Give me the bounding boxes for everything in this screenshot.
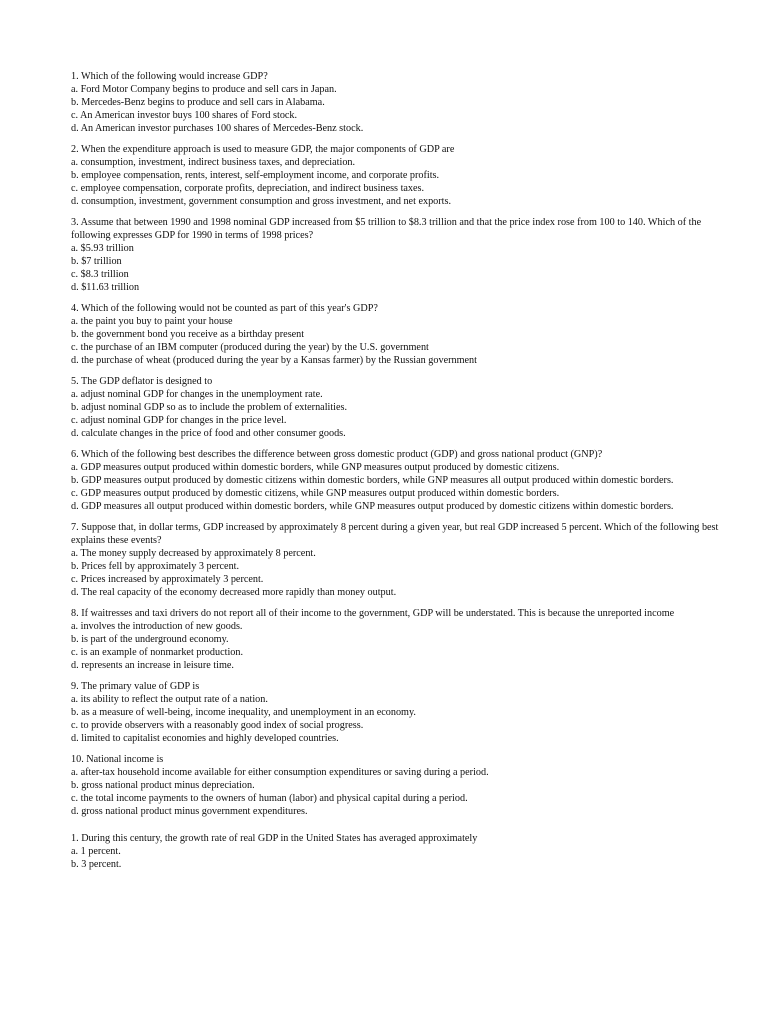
question-10 xyxy=(71,753,721,818)
document-page xyxy=(71,70,721,879)
answer-option: b. employee compensation, rents, interest, self-employment income, and corporate profits. xyxy=(71,170,440,181)
question-stem: 4. Which of the following would not be counted as part of this year's GDP? xyxy=(71,303,378,314)
question-stem: 1. During this century, the growth rate of real GDP in the United States has averaged approximately xyxy=(71,833,478,844)
question-stem: 10. National income is xyxy=(71,754,164,765)
answer-option: d. calculate changes in the price of food and other consumer goods. xyxy=(71,428,346,439)
question-5 xyxy=(71,375,721,440)
answer-option: a. after-tax household income available for either consumption expenditures or saving during a period. xyxy=(71,767,489,778)
answer-option: a. 1 percent. xyxy=(71,846,121,857)
answer-option: a. the paint you buy to paint your house xyxy=(71,316,233,327)
question-11 xyxy=(71,832,721,871)
answer-option: d. the purchase of wheat (produced during the year by a Kansas farmer) by the Russian government xyxy=(71,355,477,366)
answer-option: b. the government bond you receive as a birthday present xyxy=(71,329,305,340)
answer-option: a. Ford Motor Company begins to produce and sell cars in Japan. xyxy=(71,84,337,95)
answer-option: d. represents an increase in leisure time. xyxy=(71,660,234,671)
question-stem: 5. The GDP deflator is designed to xyxy=(71,376,213,387)
question-8 xyxy=(71,607,721,672)
answer-option: c. $8.3 trillion xyxy=(71,269,129,280)
answer-option: d. consumption, investment, government consumption and gross investment, and net exports. xyxy=(71,196,451,207)
answer-option: b. $7 trillion xyxy=(71,256,122,267)
answer-option: b. Mercedes-Benz begins to produce and sell cars in Alabama. xyxy=(71,97,325,108)
question-6 xyxy=(71,448,721,513)
answer-option: c. An American investor buys 100 shares of Ford stock. xyxy=(71,110,298,121)
question-7 xyxy=(71,521,721,599)
answer-option: a. GDP measures output produced within domestic borders, while GNP measures output produced by domestic citizens. xyxy=(71,462,560,473)
answer-option: b. adjust nominal GDP so as to include the problem of externalities. xyxy=(71,402,348,413)
answer-option: b. gross national product minus depreciation. xyxy=(71,780,255,791)
answer-option: b. GDP measures output produced by domestic citizens within domestic borders, while GNP measures all output produced within domestic borders. xyxy=(71,475,674,486)
answer-option: c. employee compensation, corporate profits, depreciation, and indirect business taxes. xyxy=(71,183,425,194)
question-3 xyxy=(71,216,721,294)
answer-option: a. consumption, investment, indirect business taxes, and depreciation. xyxy=(71,157,356,168)
question-stem: 9. The primary value of GDP is xyxy=(71,681,200,692)
answer-option: c. Prices increased by approximately 3 percent. xyxy=(71,574,264,585)
answer-option: d. An American investor purchases 100 shares of Mercedes-Benz stock. xyxy=(71,123,364,134)
answer-option: a. $5.93 trillion xyxy=(71,243,134,254)
question-stem: 2. When the expenditure approach is used to measure GDP, the major components of GDP are xyxy=(71,144,455,155)
answer-option: c. GDP measures output produced by domestic citizens, while GNP measures output produced within domestic borders. xyxy=(71,488,560,499)
answer-option: b. 3 percent. xyxy=(71,859,122,870)
answer-option: a. adjust nominal GDP for changes in the unemployment rate. xyxy=(71,389,323,400)
question-4 xyxy=(71,302,721,367)
answer-option: a. The money supply decreased by approximately 8 percent. xyxy=(71,548,316,559)
question-2 xyxy=(71,143,721,208)
answer-option: b. Prices fell by approximately 3 percent. xyxy=(71,561,240,572)
question-1 xyxy=(71,70,721,135)
question-stem: 8. If waitresses and taxi drivers do not report all of their income to the government, GDP will be understated. This is because the unreported income xyxy=(71,608,675,619)
answer-option: c. adjust nominal GDP for changes in the price level. xyxy=(71,415,287,426)
answer-option: d. GDP measures all output produced within domestic borders, while GNP measures output produced by domestic citizens within domestic borders. xyxy=(71,501,674,512)
answer-option: b. is part of the underground economy. xyxy=(71,634,229,645)
question-stem: 6. Which of the following best describes the difference between gross domestic product (GDP) and gross national product (GNP)? xyxy=(71,449,603,460)
answer-option: d. The real capacity of the economy decreased more rapidly than money output. xyxy=(71,587,397,598)
answer-option: a. its ability to reflect the output rate of a nation. xyxy=(71,694,268,705)
answer-option: a. involves the introduction of new goods. xyxy=(71,621,243,632)
answer-option: c. the total income payments to the owners of human (labor) and physical capital during a period. xyxy=(71,793,468,804)
answer-option: b. as a measure of well-being, income inequality, and unemployment in an economy. xyxy=(71,707,416,718)
question-stem: 3. Assume that between 1990 and 1998 nominal GDP increased from $5 trillion to $8.3 trillion and that the price index rose from 100 to 140. Which of the following expresses GDP for 1990 in terms of 1998 prices? xyxy=(71,217,702,241)
answer-option: c. the purchase of an IBM computer (produced during the year) by the U.S. government xyxy=(71,342,429,353)
answer-option: d. $11.63 trillion xyxy=(71,282,140,293)
answer-option: d. limited to capitalist economies and highly developed countries. xyxy=(71,733,339,744)
question-9 xyxy=(71,680,721,745)
question-stem: 1. Which of the following would increase GDP? xyxy=(71,71,268,82)
answer-option: c. is an example of nonmarket production. xyxy=(71,647,244,658)
answer-option: c. to provide observers with a reasonably good index of social progress. xyxy=(71,720,364,731)
question-stem: 7. Suppose that, in dollar terms, GDP increased by approximately 8 percent during a given year, but real GDP increased 5 percent. Which of the following best explains these events? xyxy=(71,522,719,546)
answer-option: d. gross national product minus government expenditures. xyxy=(71,806,308,817)
